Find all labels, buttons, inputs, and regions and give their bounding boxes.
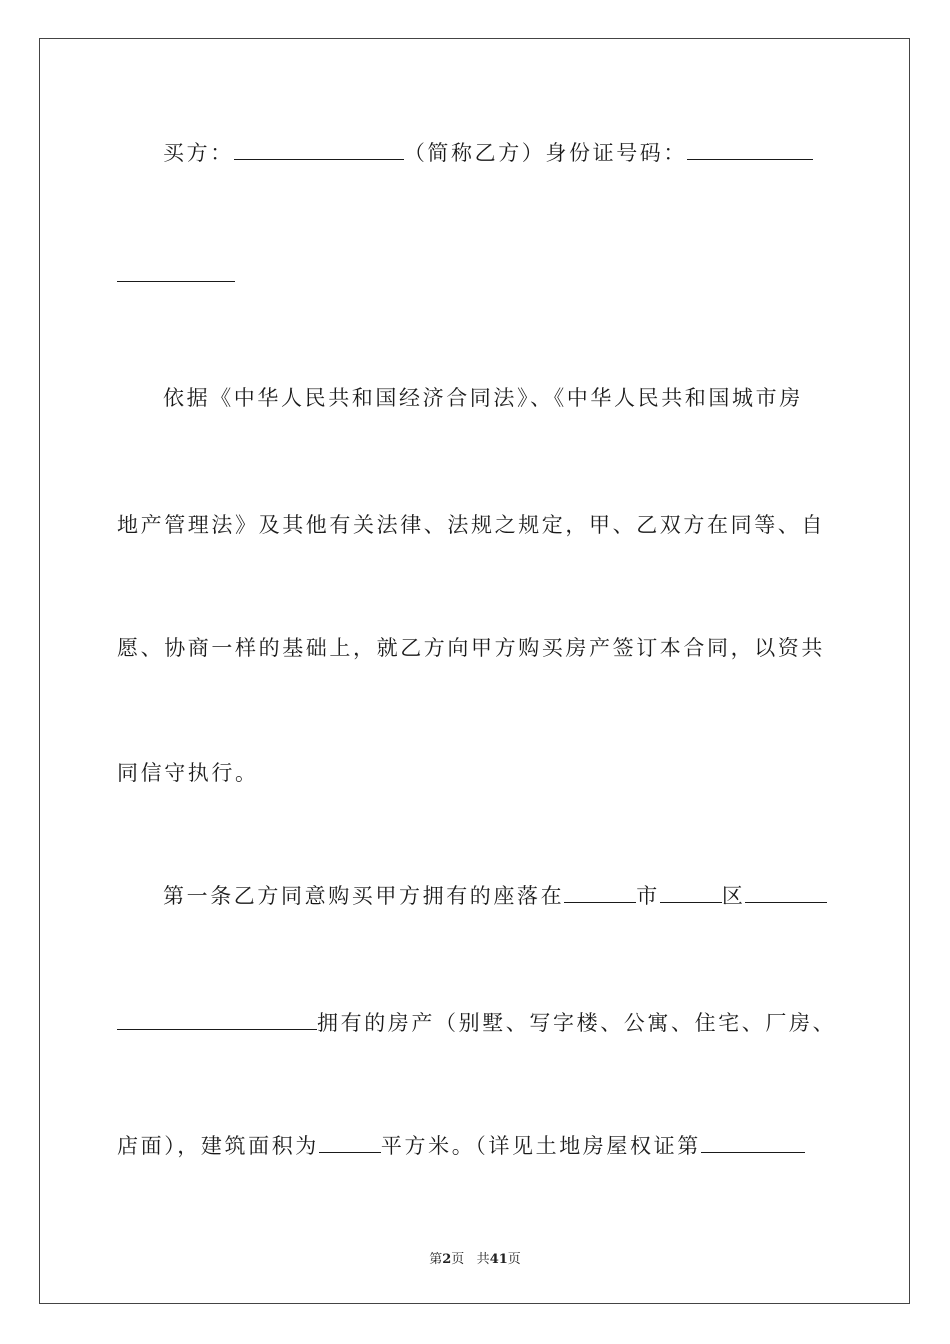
buyer-label: 买方： (163, 141, 234, 165)
paragraph-line-4: 同信守执行。 (117, 761, 259, 785)
area-text: 店面），建筑面积为 (117, 1134, 319, 1158)
article-1-text: 第一条乙方同意购买甲方拥有的座落在 (163, 884, 565, 908)
page-frame (39, 38, 910, 1304)
article-1-line-2 (117, 1010, 857, 1036)
paragraph-line-1: 依据《中华人民共和国经济合同法》、《中华人民共和国城市房 (163, 386, 803, 410)
certificate-number-blank[interactable] (701, 1134, 805, 1153)
buyer-id-blank[interactable] (687, 141, 813, 160)
area-blank[interactable] (319, 1134, 381, 1153)
footer-total-suffix: 页 (507, 1252, 521, 1267)
buyer-line (163, 140, 837, 166)
buyer-name-blank[interactable] (234, 141, 404, 160)
page-footer (0, 1248, 950, 1267)
buyer-alias-label: （简称乙方）身份证号码： (403, 141, 688, 165)
owner-blank[interactable] (117, 1011, 317, 1030)
city-label: 市 (636, 884, 660, 908)
certificate-text: 平方米。（详见土地房屋权证第 (380, 1134, 701, 1158)
footer-total-prefix: 共 (476, 1252, 490, 1267)
buyer-id-blank-continued[interactable] (117, 263, 235, 282)
footer-page-prefix: 第 (429, 1252, 443, 1267)
district-blank[interactable] (660, 884, 722, 903)
footer-total-pages: 41 (489, 1252, 508, 1267)
article-1-line-3 (117, 1133, 837, 1159)
property-type-text: 拥有的房产（别墅、写字楼、公寓、住宅、厂房、 (317, 1011, 837, 1035)
district-label: 区 (721, 884, 746, 908)
paragraph-line-3: 愿、协商一样的基础上，就乙方向甲方购买房产签订本合同，以资共 (117, 636, 825, 660)
city-blank[interactable] (564, 884, 636, 903)
footer-page-number: 2 (442, 1252, 452, 1267)
address-blank[interactable] (745, 884, 827, 903)
footer-page-suffix: 页 (451, 1252, 465, 1267)
paragraph-line-2: 地产管理法》及其他有关法律、法规之规定，甲、乙双方在同等、自 (117, 513, 825, 537)
buyer-id-blank-continued-line (117, 262, 837, 288)
article-1-line-1 (163, 883, 837, 909)
